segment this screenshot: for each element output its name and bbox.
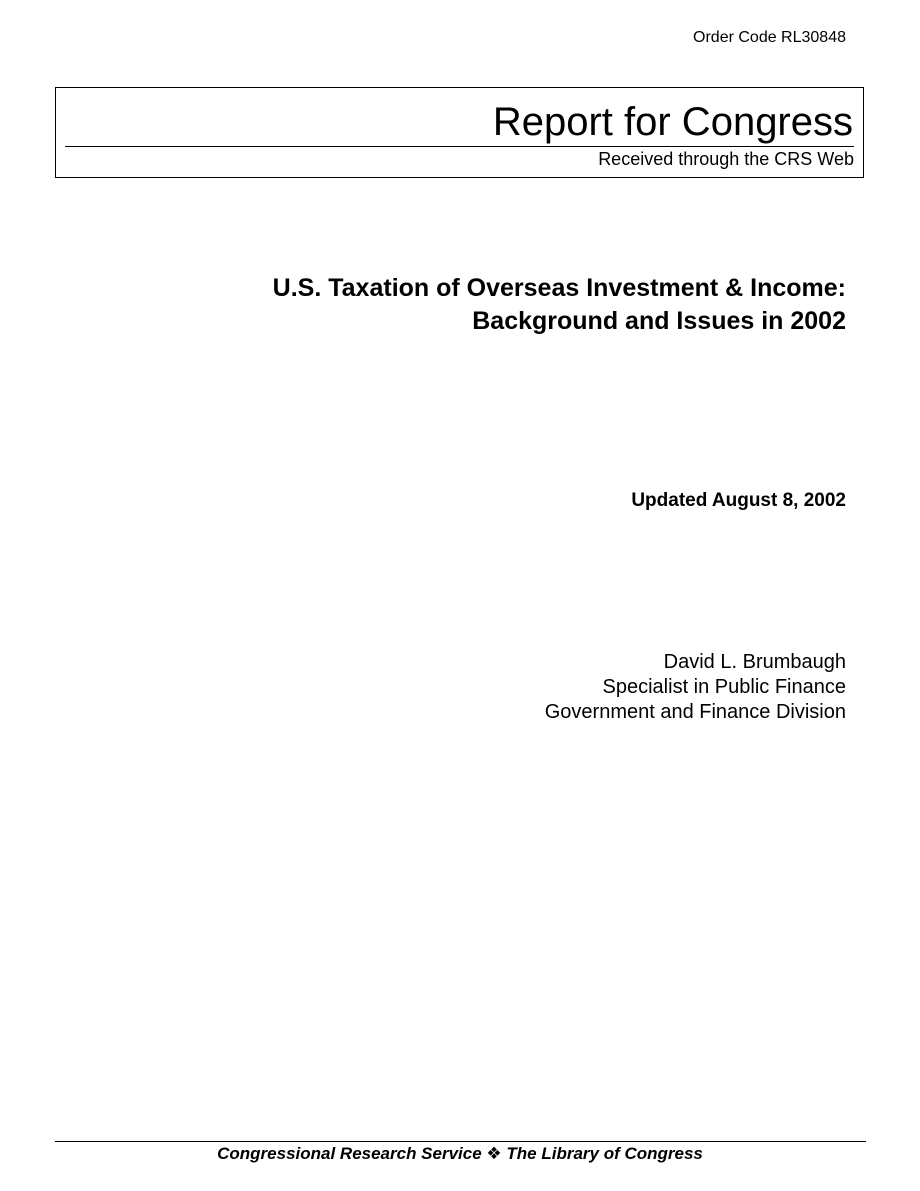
updated-date: Updated August 8, 2002 <box>631 490 846 511</box>
author-position: Specialist in Public Finance <box>602 676 846 698</box>
footer-library: The Library of Congress <box>506 1144 703 1163</box>
report-title-line-2: Background and Issues in 2002 <box>472 307 846 335</box>
footer-crs: Congressional Research Service <box>217 1144 482 1163</box>
report-header-box <box>55 87 864 178</box>
author-division: Government and Finance Division <box>544 701 846 723</box>
author-name: David L. Brumbaugh <box>663 651 846 673</box>
author-block <box>545 650 846 725</box>
header-subtitle: Received through the CRS Web <box>598 149 854 169</box>
footer <box>0 1143 920 1165</box>
order-code: Order Code RL30848 <box>693 29 846 46</box>
report-title <box>273 272 846 338</box>
footer-separator-icon: ❖ <box>486 1144 502 1163</box>
header-title: Report for Congress <box>492 100 853 144</box>
header-divider <box>65 146 854 147</box>
report-title-line-1: U.S. Taxation of Overseas Investment & Income: <box>272 274 846 302</box>
footer-divider <box>55 1141 866 1142</box>
